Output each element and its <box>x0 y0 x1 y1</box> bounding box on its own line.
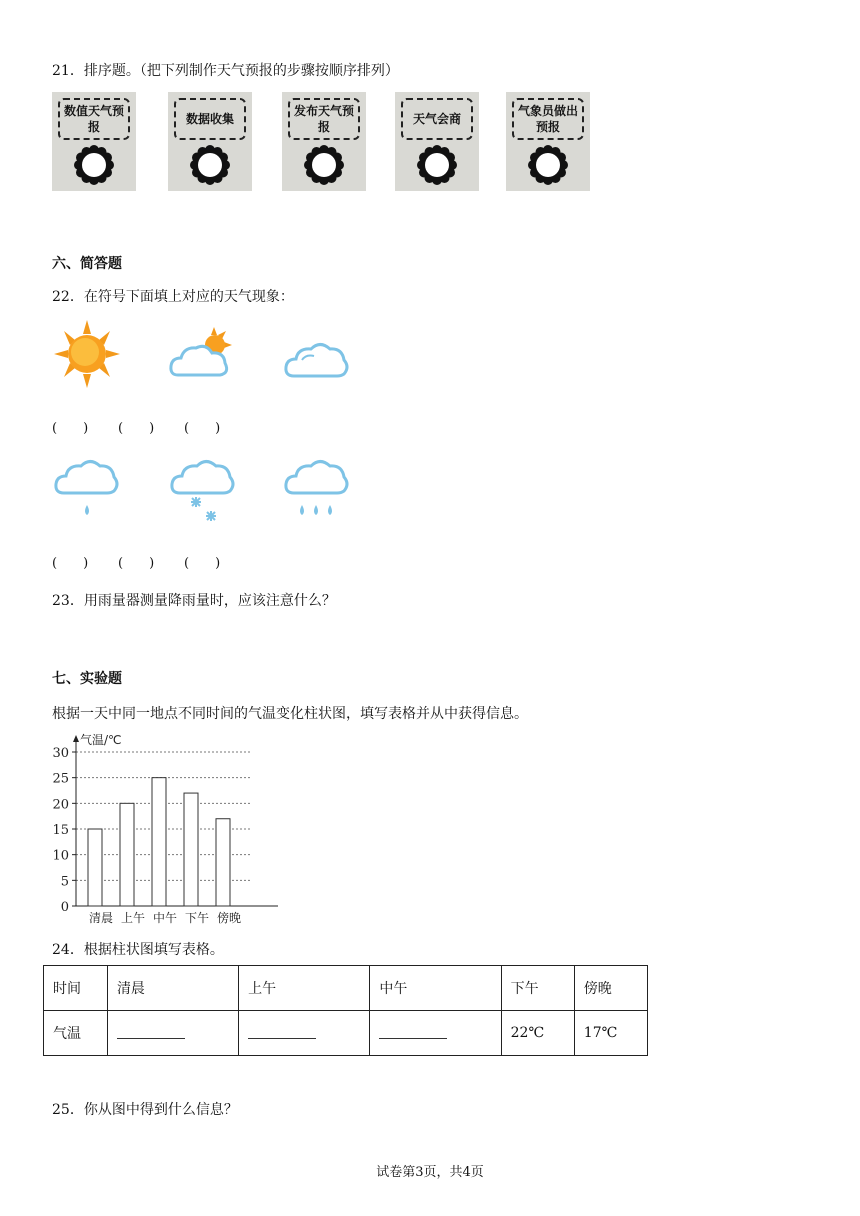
table-cell: 傍晚 <box>574 966 647 1011</box>
table-cell: 上午 <box>239 966 370 1011</box>
chart-x-tick-label: 下午 <box>184 911 210 925</box>
fill-in-blank[interactable] <box>248 1024 316 1039</box>
step-card-5 <box>506 92 590 191</box>
chart-y-tick-label: 5 <box>60 874 69 890</box>
table-row <box>44 966 648 1011</box>
chart-x-tick-label: 傍晚 <box>216 911 242 925</box>
table-cell: 下午 <box>501 966 574 1011</box>
section-heading-7: 七、实验题 <box>52 671 122 687</box>
table-cell: 17℃ <box>574 1011 647 1056</box>
chart-y-axis-label: 气温/℃ <box>80 733 122 747</box>
question-23: 23．用雨量器测量降雨量时，应该注意什么？ <box>52 593 336 609</box>
step-card-label: 数据收集 <box>174 98 246 140</box>
question-22: 22．在符号下面填上对应的天气现象： <box>52 289 294 305</box>
heavy-rain-icon <box>282 455 354 523</box>
temperature-table <box>43 965 648 1056</box>
chart-y-axis-arrow <box>73 735 79 742</box>
answer-blank[interactable]: ( ) <box>118 421 155 436</box>
table-cell: 时间 <box>44 966 108 1011</box>
flower-answer-circle-icon <box>303 144 345 186</box>
flower-answer-circle-icon <box>527 144 569 186</box>
chart-bar <box>88 829 102 906</box>
chart-y-tick-label: 0 <box>60 900 69 915</box>
step-card-label: 发布天气预报 <box>288 98 360 140</box>
table-cell: 气温 <box>44 1011 108 1056</box>
temperature-bar-chart <box>52 730 292 930</box>
chart-bar <box>216 819 230 906</box>
page-footer: 试卷第3页，共4页 <box>376 1165 484 1180</box>
fill-in-blank[interactable] <box>117 1024 185 1039</box>
cloudy-icon <box>282 330 352 380</box>
chart-x-tick-label: 中午 <box>152 911 178 925</box>
fill-in-blank[interactable] <box>379 1024 447 1039</box>
flower-answer-circle-icon <box>189 144 231 186</box>
chart-y-tick-label: 20 <box>52 797 69 813</box>
table-cell-blank <box>370 1011 501 1056</box>
question-24: 24．根据柱状图填写表格。 <box>52 942 224 958</box>
chart-intro-text: 根据一天中同一地点不同时间的气温变化柱状图，填写表格并从中获得信息。 <box>52 706 528 722</box>
step-card-label: 天气会商 <box>401 98 473 140</box>
chart-y-tick-label: 15 <box>52 823 69 838</box>
answer-blank[interactable]: ( ) <box>118 556 155 571</box>
chart-y-tick-label: 30 <box>52 746 69 761</box>
step-card-2 <box>168 92 252 191</box>
answer-blank[interactable]: ( ) <box>52 556 89 571</box>
flower-answer-circle-icon <box>416 144 458 186</box>
answer-blanks-row-1 <box>52 417 250 436</box>
flower-answer-circle-icon <box>73 144 115 186</box>
section-heading-6: 六、简答题 <box>52 256 122 272</box>
answer-blank[interactable]: ( ) <box>184 556 221 571</box>
table-cell-blank <box>239 1011 370 1056</box>
chart-bar <box>152 778 166 906</box>
answer-blank[interactable]: ( ) <box>184 421 221 436</box>
question-21: 21．排序题。（把下列制作天气预报的步骤按顺序排列） <box>52 63 399 79</box>
question-25: 25．你从图中得到什么信息？ <box>52 1102 238 1118</box>
step-card-4 <box>395 92 479 191</box>
chart-bar <box>120 803 134 906</box>
table-cell: 中午 <box>370 966 501 1011</box>
table-cell: 22℃ <box>501 1011 574 1056</box>
chart-bar <box>184 793 198 906</box>
chart-y-tick-label: 25 <box>52 771 69 787</box>
step-card-label: 气象员做出预报 <box>512 98 584 140</box>
step-card-label: 数值天气预报 <box>58 98 130 140</box>
step-card-1 <box>52 92 136 191</box>
answer-blanks-row-2 <box>52 552 250 571</box>
chart-x-tick-label: 清晨 <box>88 911 114 925</box>
step-card-3 <box>282 92 366 191</box>
light-rain-icon <box>52 455 124 523</box>
chart-y-tick-label: 10 <box>52 848 69 864</box>
table-cell-blank <box>107 1011 238 1056</box>
answer-blank[interactable]: ( ) <box>52 421 89 436</box>
snow-icon <box>168 455 240 525</box>
sun-icon <box>52 318 122 390</box>
chart-x-tick-label: 上午 <box>120 911 146 925</box>
partly-cloudy-icon <box>168 325 236 383</box>
table-cell: 清晨 <box>107 966 238 1011</box>
table-row <box>44 1011 648 1056</box>
